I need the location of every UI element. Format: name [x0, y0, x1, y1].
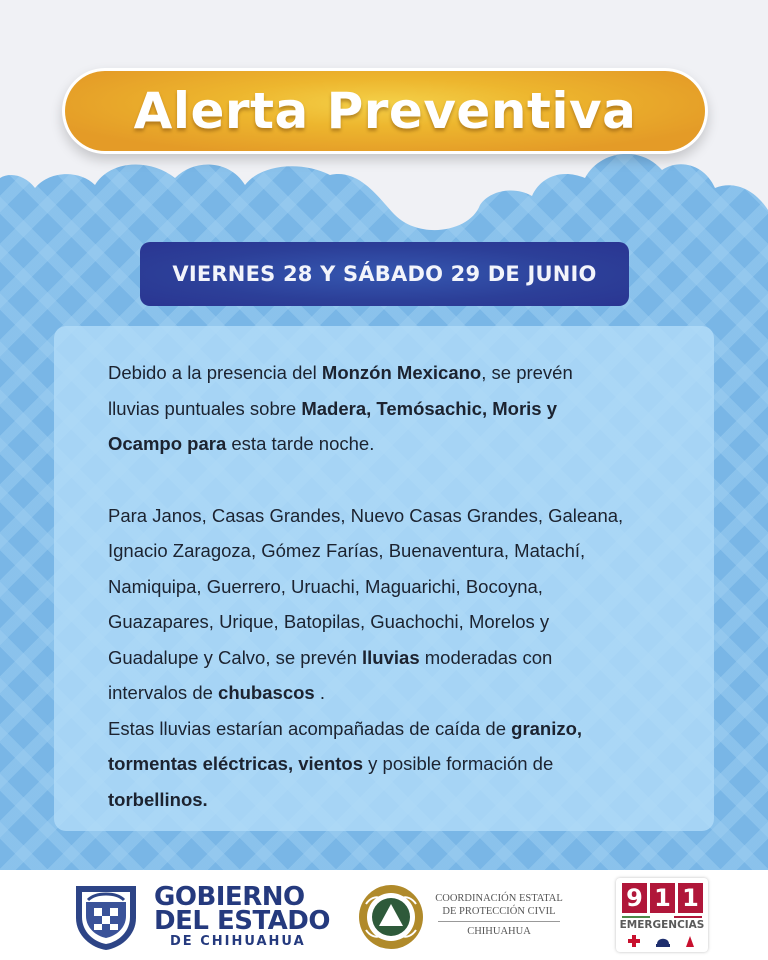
text-span: moderadas con	[419, 646, 553, 668]
911-digits	[622, 883, 703, 913]
text-span: Guadalupe y Calvo, se prevén	[108, 646, 363, 668]
date-banner	[140, 242, 629, 306]
text-line: Namiquipa, Guerrero, Uruachi, Maguarichi, Bocoyna,	[108, 575, 543, 597]
emergencias-911-logo	[616, 878, 708, 952]
proteccion-civil-logo	[356, 882, 566, 952]
title-banner-fill	[65, 71, 705, 151]
flag-lines	[622, 916, 703, 918]
pc-line3: CHIHUAHUA	[467, 926, 531, 937]
gobierno-line3: DE CHIHUAHUA	[170, 934, 306, 949]
gobierno-line1: GOBIERNO	[154, 882, 305, 912]
digit: 1	[678, 883, 703, 913]
digit: 9	[622, 883, 647, 913]
text-span: esta tarde noche.	[226, 433, 375, 454]
proteccion-civil-emblem-icon	[356, 882, 426, 952]
pc-line1: COORDINACIÓN ESTATAL	[435, 893, 563, 904]
title-banner	[62, 68, 708, 154]
pc-line2: DE PROTECCIÓN CIVIL	[442, 906, 556, 917]
emergency-services-icons	[624, 934, 702, 948]
page-title: Alerta Preventiva	[133, 82, 637, 140]
paragraph-monzon	[108, 355, 688, 462]
bold-span: chubascos	[218, 682, 315, 703]
police-cap-icon	[656, 939, 670, 947]
bold-span: torbellinos.	[108, 788, 208, 810]
bold-span: granizo,	[511, 717, 583, 739]
alert-body	[108, 355, 688, 817]
digit: 1	[650, 883, 675, 913]
text-line: Ignacio Zaragoza, Gómez Farías, Buenaventura, Matachí,	[108, 540, 586, 561]
paragraph-municipios	[108, 498, 688, 711]
bold-span: Monzón Mexicano	[321, 362, 482, 383]
divider	[438, 921, 560, 922]
date-text: VIERNES 28 Y SÁBADO 29 DE JUNIO	[172, 262, 597, 286]
footer-logos	[0, 870, 768, 960]
text-span: y posible formación de	[363, 753, 554, 774]
text-span: .	[314, 682, 325, 703]
gobierno-chihuahua-logo	[70, 882, 330, 952]
red-cross-icon	[628, 935, 640, 947]
firefighter-helmet-icon	[686, 936, 694, 947]
bold-span: Madera, Temósachic, Moris y	[301, 397, 558, 419]
emergencias-label: EMERGENCIAS	[619, 919, 705, 931]
text-span: lluvias puntuales sobre	[108, 397, 302, 419]
text-line: Guazapares, Urique, Batopilas, Guachochi, Morelos y	[108, 611, 550, 632]
coat-of-arms-icon	[70, 882, 142, 952]
text-line: Para Janos, Casas Grandes, Nuevo Casas Grandes, Galeana,	[108, 504, 624, 526]
bold-span: tormentas eléctricas, vientos	[108, 753, 363, 774]
text-span: Debido a la presencia del	[108, 362, 322, 383]
paragraph-fenomenos	[108, 711, 688, 818]
bold-span: lluvias	[362, 646, 420, 668]
text-span: Estas lluvias estarían acompañadas de caída de	[108, 717, 512, 739]
bold-span: Ocampo para	[108, 433, 227, 454]
text-span: intervalos de	[108, 682, 219, 703]
gobierno-line2: DEL ESTADO	[154, 906, 330, 936]
proteccion-civil-text	[434, 892, 564, 938]
text-span: , se prevén	[481, 362, 573, 383]
